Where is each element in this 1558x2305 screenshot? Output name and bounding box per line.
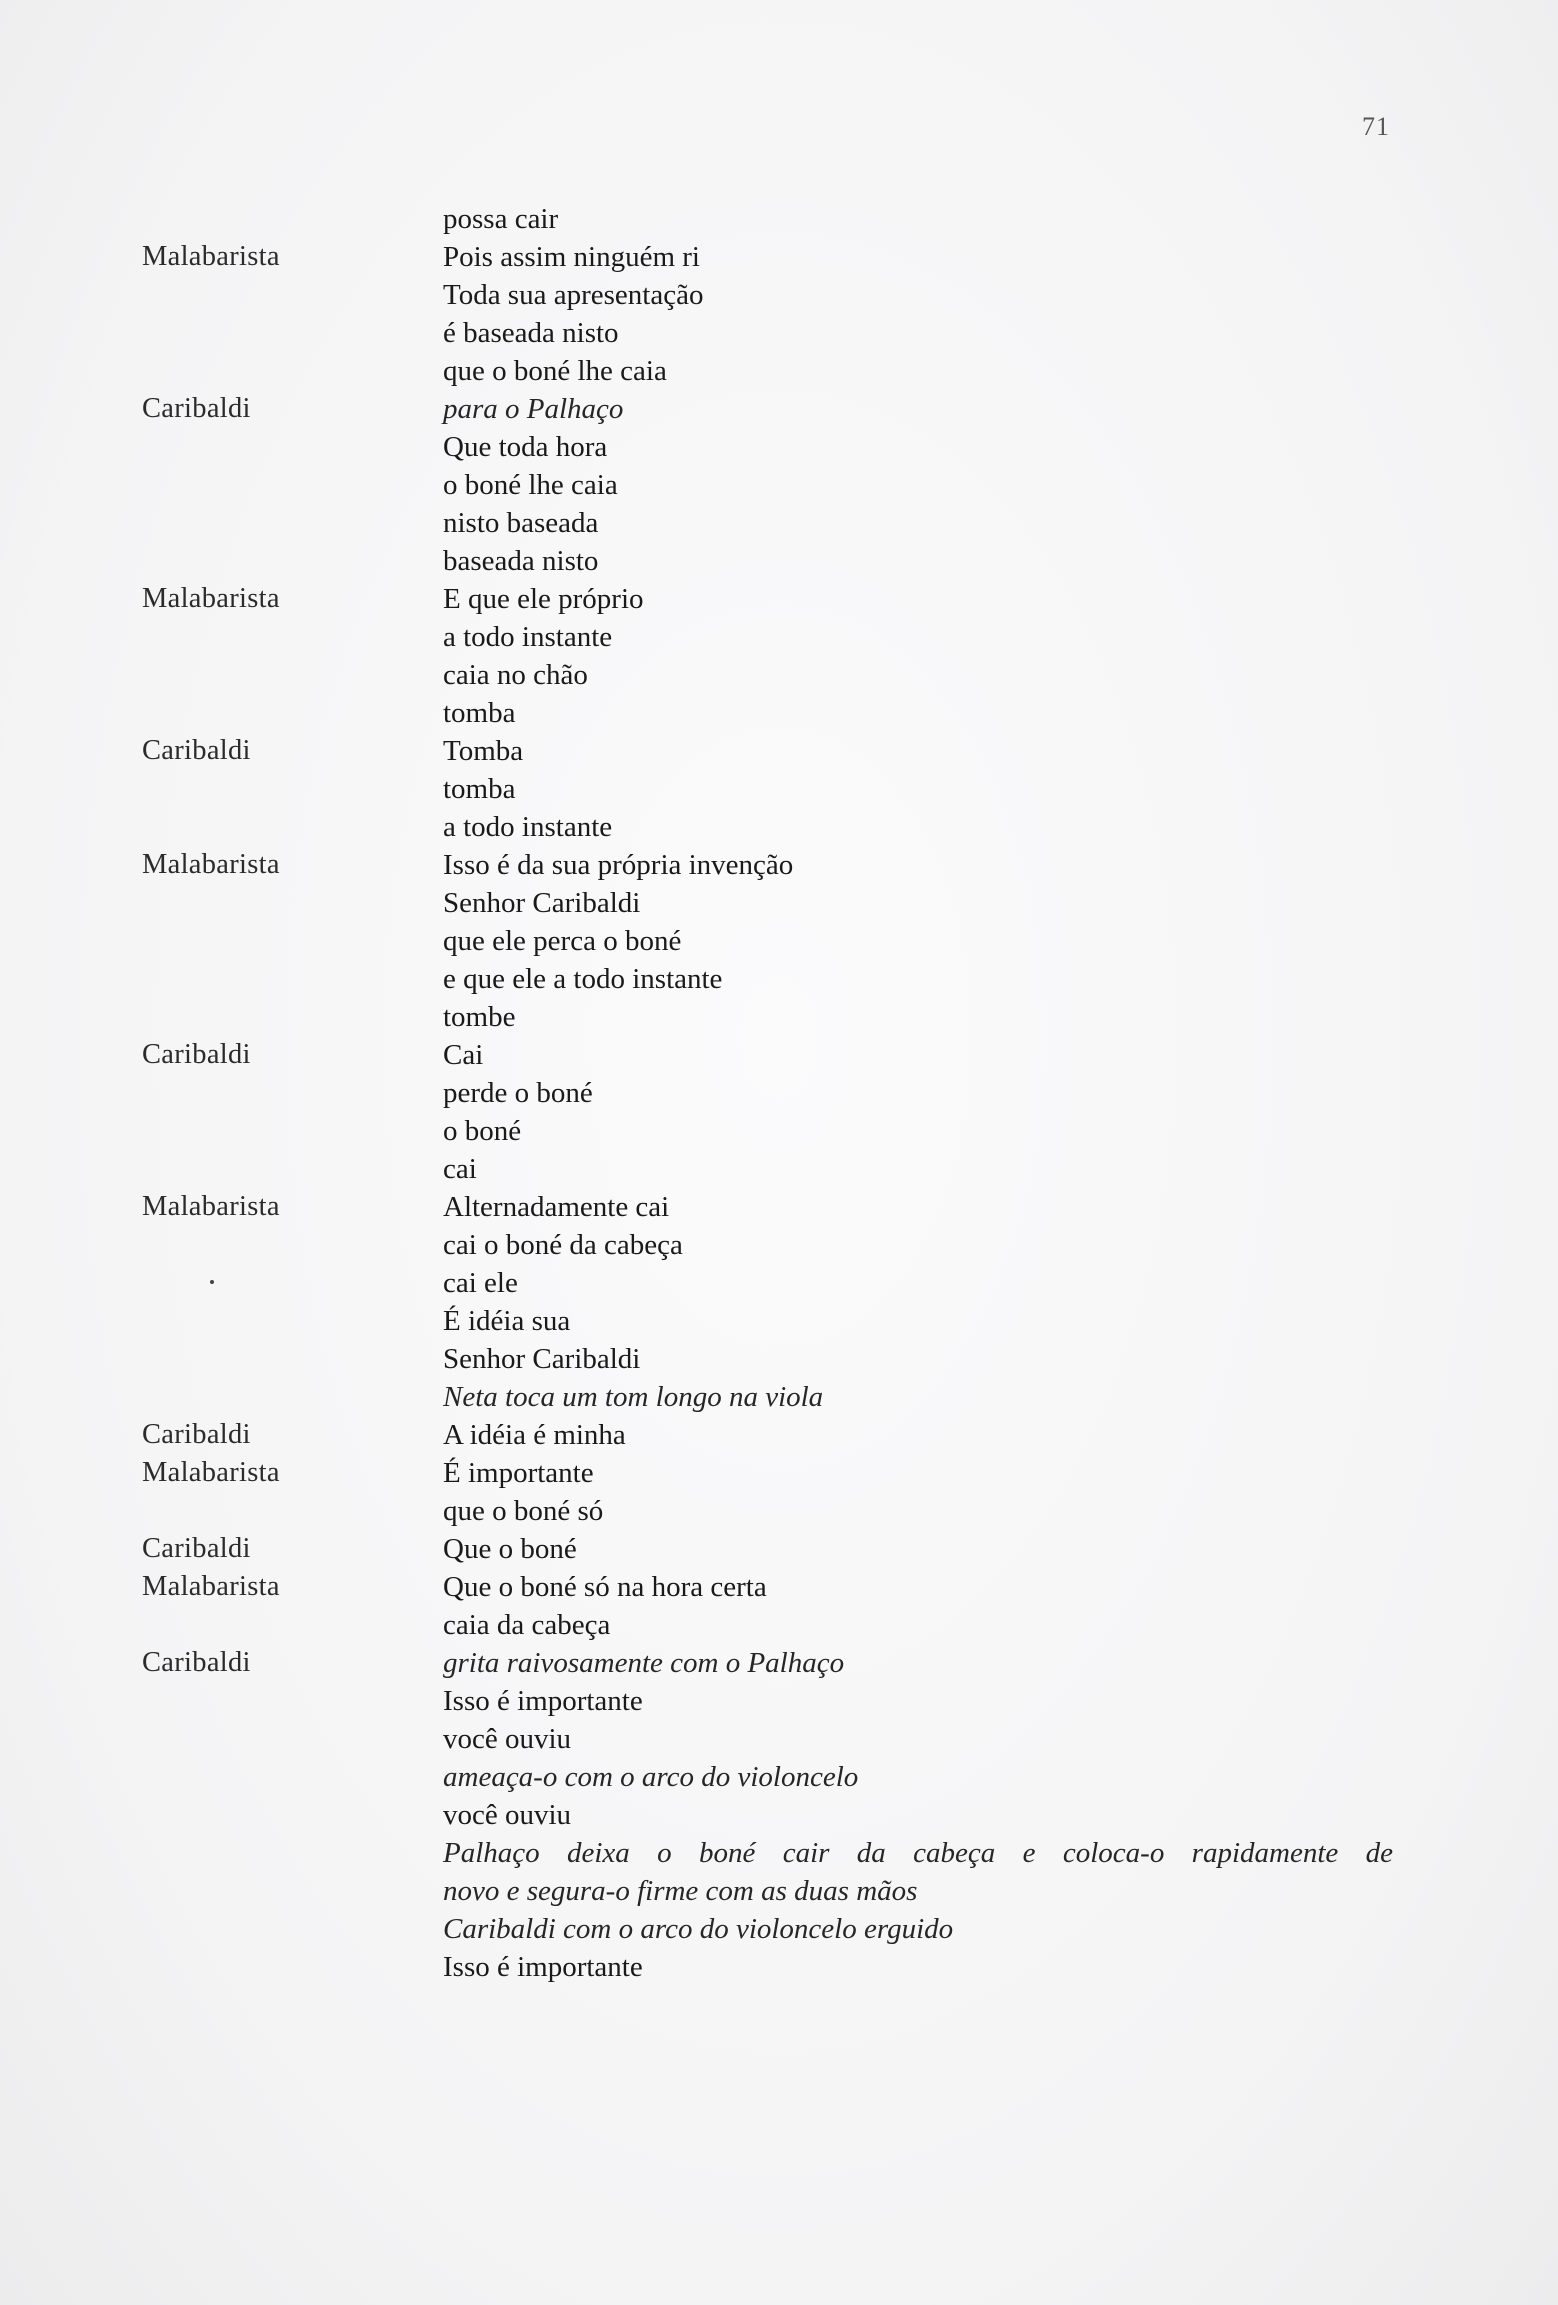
dialogue-text: cai o boné da cabeça — [443, 1229, 683, 1261]
dialogue-text: que o boné lhe caia — [443, 355, 667, 387]
dialogue-text: é baseada nisto — [443, 317, 619, 349]
script-line — [0, 1416, 1558, 1454]
dialogue-text: você ouviu — [443, 1799, 572, 1831]
dialogue-text: cai ele — [443, 1267, 518, 1299]
dialogue-text: nisto baseada — [443, 507, 599, 539]
speaker-name: Malabarista — [142, 241, 280, 272]
script-line — [0, 352, 1558, 390]
dialogue-text: Isso é da sua própria invenção — [443, 849, 794, 881]
script-line — [0, 1910, 1558, 1948]
script-line — [0, 466, 1558, 504]
page-number: 71 — [1362, 112, 1390, 141]
script-line — [0, 808, 1558, 846]
dialogue-text: Isso é importante — [443, 1951, 643, 1983]
dialogue-text: baseada nisto — [443, 545, 599, 577]
dialogue-text: tombe — [443, 1001, 516, 1033]
script-line — [0, 390, 1558, 428]
speaker-name: Malabarista — [142, 1457, 280, 1488]
dialogue-text: o boné lhe caia — [443, 469, 618, 501]
dialogue-text: Pois assim ninguém ri — [443, 241, 700, 273]
script-line — [0, 1758, 1558, 1796]
script-line — [0, 1530, 1558, 1568]
script-body — [0, 200, 1558, 1986]
script-line — [0, 998, 1558, 1036]
script-line — [0, 1948, 1558, 1986]
script-line — [0, 1454, 1558, 1492]
speaker-name: Malabarista — [142, 583, 280, 614]
script-line — [0, 1796, 1558, 1834]
script-line — [0, 656, 1558, 694]
dialogue-text: Que toda hora — [443, 431, 608, 463]
speaker-name: Caribaldi — [142, 393, 251, 424]
dialogue-text: cai — [443, 1153, 477, 1185]
stage-direction: ameaça-o com o arco do violoncelo — [443, 1761, 859, 1793]
dialogue-text: Senhor Caribaldi — [443, 1343, 641, 1375]
speaker-name: Malabarista — [142, 1571, 280, 1602]
script-line — [0, 846, 1558, 884]
dialogue-text: e que ele a todo instante — [443, 963, 723, 995]
dialogue-text: caia da cabeça — [443, 1609, 611, 1641]
speaker-name: Caribaldi — [142, 1533, 251, 1564]
script-line — [0, 1188, 1558, 1226]
script-line — [0, 1606, 1558, 1644]
stage-direction: novo e segura-o firme com as duas mãos — [443, 1875, 918, 1907]
script-line — [0, 1720, 1558, 1758]
dialogue-text: Cai — [443, 1039, 484, 1071]
dialogue-text: o boné — [443, 1115, 522, 1147]
script-line — [0, 618, 1558, 656]
script-line — [0, 1074, 1558, 1112]
script-line — [0, 732, 1558, 770]
dialogue-text: A idéia é minha — [443, 1419, 626, 1451]
dialogue-text: que ele perca o boné — [443, 925, 682, 957]
script-line — [0, 542, 1558, 580]
stage-direction: Palhaço deixa o boné cair da cabeça e coloca-o rapidamente de — [443, 1837, 1393, 1869]
dialogue-text: possa cair — [443, 203, 559, 235]
speaker-name: Caribaldi — [142, 1039, 251, 1070]
dialogue-text: tomba — [443, 773, 516, 805]
dialogue-text: Tomba — [443, 735, 524, 767]
dialogue-text: você ouviu — [443, 1723, 572, 1755]
dialogue-text: a todo instante — [443, 811, 613, 843]
dialogue-text: Alternadamente cai — [443, 1191, 670, 1223]
dialogue-text: Que o boné só na hora certa — [443, 1571, 767, 1603]
stage-direction: para o Palhaço — [443, 393, 624, 425]
speaker-name: Caribaldi — [142, 735, 251, 766]
dialogue-text: Que o boné — [443, 1533, 577, 1565]
speaker-name: Caribaldi — [142, 1419, 251, 1450]
script-line — [0, 1568, 1558, 1606]
dialogue-text: Toda sua apresentação — [443, 279, 704, 311]
script-line — [0, 1872, 1558, 1910]
script-line — [0, 1834, 1558, 1872]
dialogue-text: É importante — [443, 1457, 594, 1489]
script-line — [0, 770, 1558, 808]
speaker-name: Malabarista — [142, 1191, 280, 1222]
script-line — [0, 200, 1558, 238]
dialogue-text: perde o boné — [443, 1077, 593, 1109]
script-line — [0, 1112, 1558, 1150]
script-line — [0, 1302, 1558, 1340]
script-line — [0, 428, 1558, 466]
script-line — [0, 1036, 1558, 1074]
script-line — [0, 580, 1558, 618]
stage-direction: Neta toca um tom longo na viola — [443, 1381, 824, 1413]
script-line — [0, 960, 1558, 998]
script-line — [0, 504, 1558, 542]
script-line — [0, 1492, 1558, 1530]
dialogue-text: que o boné só — [443, 1495, 604, 1527]
script-line — [0, 884, 1558, 922]
speaker-name: Malabarista — [142, 849, 280, 880]
dialogue-text: Isso é importante — [443, 1685, 643, 1717]
script-line — [0, 1340, 1558, 1378]
dialogue-text: caia no chão — [443, 659, 588, 691]
script-line — [0, 1378, 1558, 1416]
script-line — [0, 1264, 1558, 1302]
script-line — [0, 1150, 1558, 1188]
dialogue-text: Senhor Caribaldi — [443, 887, 641, 919]
dialogue-text: É idéia sua — [443, 1305, 571, 1337]
script-line — [0, 1682, 1558, 1720]
stage-direction: Caribaldi com o arco do violoncelo erguido — [443, 1913, 954, 1945]
stray-mark — [210, 1280, 214, 1284]
dialogue-text: E que ele próprio — [443, 583, 644, 615]
script-line — [0, 1226, 1558, 1264]
speaker-name: Caribaldi — [142, 1647, 251, 1678]
script-line — [0, 922, 1558, 960]
script-line — [0, 314, 1558, 352]
dialogue-text: tomba — [443, 697, 516, 729]
script-line — [0, 238, 1558, 276]
script-line — [0, 694, 1558, 732]
dialogue-text: a todo instante — [443, 621, 613, 653]
stage-direction: grita raivosamente com o Palhaço — [443, 1647, 845, 1679]
script-line — [0, 1644, 1558, 1682]
script-line — [0, 276, 1558, 314]
